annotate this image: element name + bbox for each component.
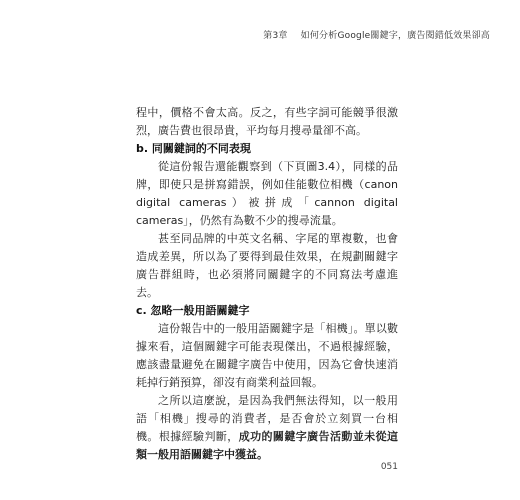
page-number: 051 xyxy=(380,462,398,472)
paragraph-generic-keyword: 這份報告中的一般用語關鍵字是「相機」。單以數據來看，這個關鍵字可能表現傑出，不過根據經驗，應該盡量避免在關鍵字廣告中使用，因為它會快速消耗掉行銷預算，卻沒有商業利益回報。 xyxy=(136,322,398,389)
chapter-label: 第3章 xyxy=(263,31,288,41)
paragraph-conclusion xyxy=(136,392,398,464)
page-body xyxy=(136,104,398,464)
running-header xyxy=(172,28,490,41)
paragraph-brand-spelling: 從這份報告還能觀察到（下頁圖3.4），同樣的品牌，即使只是拼寫錯誤，例如佳能數位相機（canon digital cameras）被拼成「cannon digital cameras」，仍然有為數不少的搜尋流量。 xyxy=(136,160,398,227)
conclusion-emphasis: 成功的關鍵字廣告活動並未從這類一般用語關鍵字中獲益。 xyxy=(136,430,399,461)
section-heading-c: c. 忽略一般用語關鍵字 xyxy=(136,304,250,317)
paragraph-continuation: 程中，價格不會太高。反之，有些字詞可能競爭很激烈，廣告費也很昂貴，平均每月搜尋量卻不高。 xyxy=(136,106,398,137)
paragraph-name-variants: 甚至同品牌的中英文名稱、字尾的單複數，也會造成差異，所以為了要得到最佳效果，在規劃關鍵字廣告群組時，也必須將同關鍵字的不同寫法考慮進去。 xyxy=(136,232,398,299)
conclusion-text: 之所以這麼說，是因為我們無法得知，以一般用語「相機」搜尋的消費者，是否會於立刻買一台相機。根據經驗判斷， xyxy=(136,394,398,443)
section-heading-b: b. 同關鍵詞的不同表現 xyxy=(136,142,251,155)
chapter-title: 如何分析Google關鍵字，廣告閱錯低效果卻高 xyxy=(300,31,490,41)
